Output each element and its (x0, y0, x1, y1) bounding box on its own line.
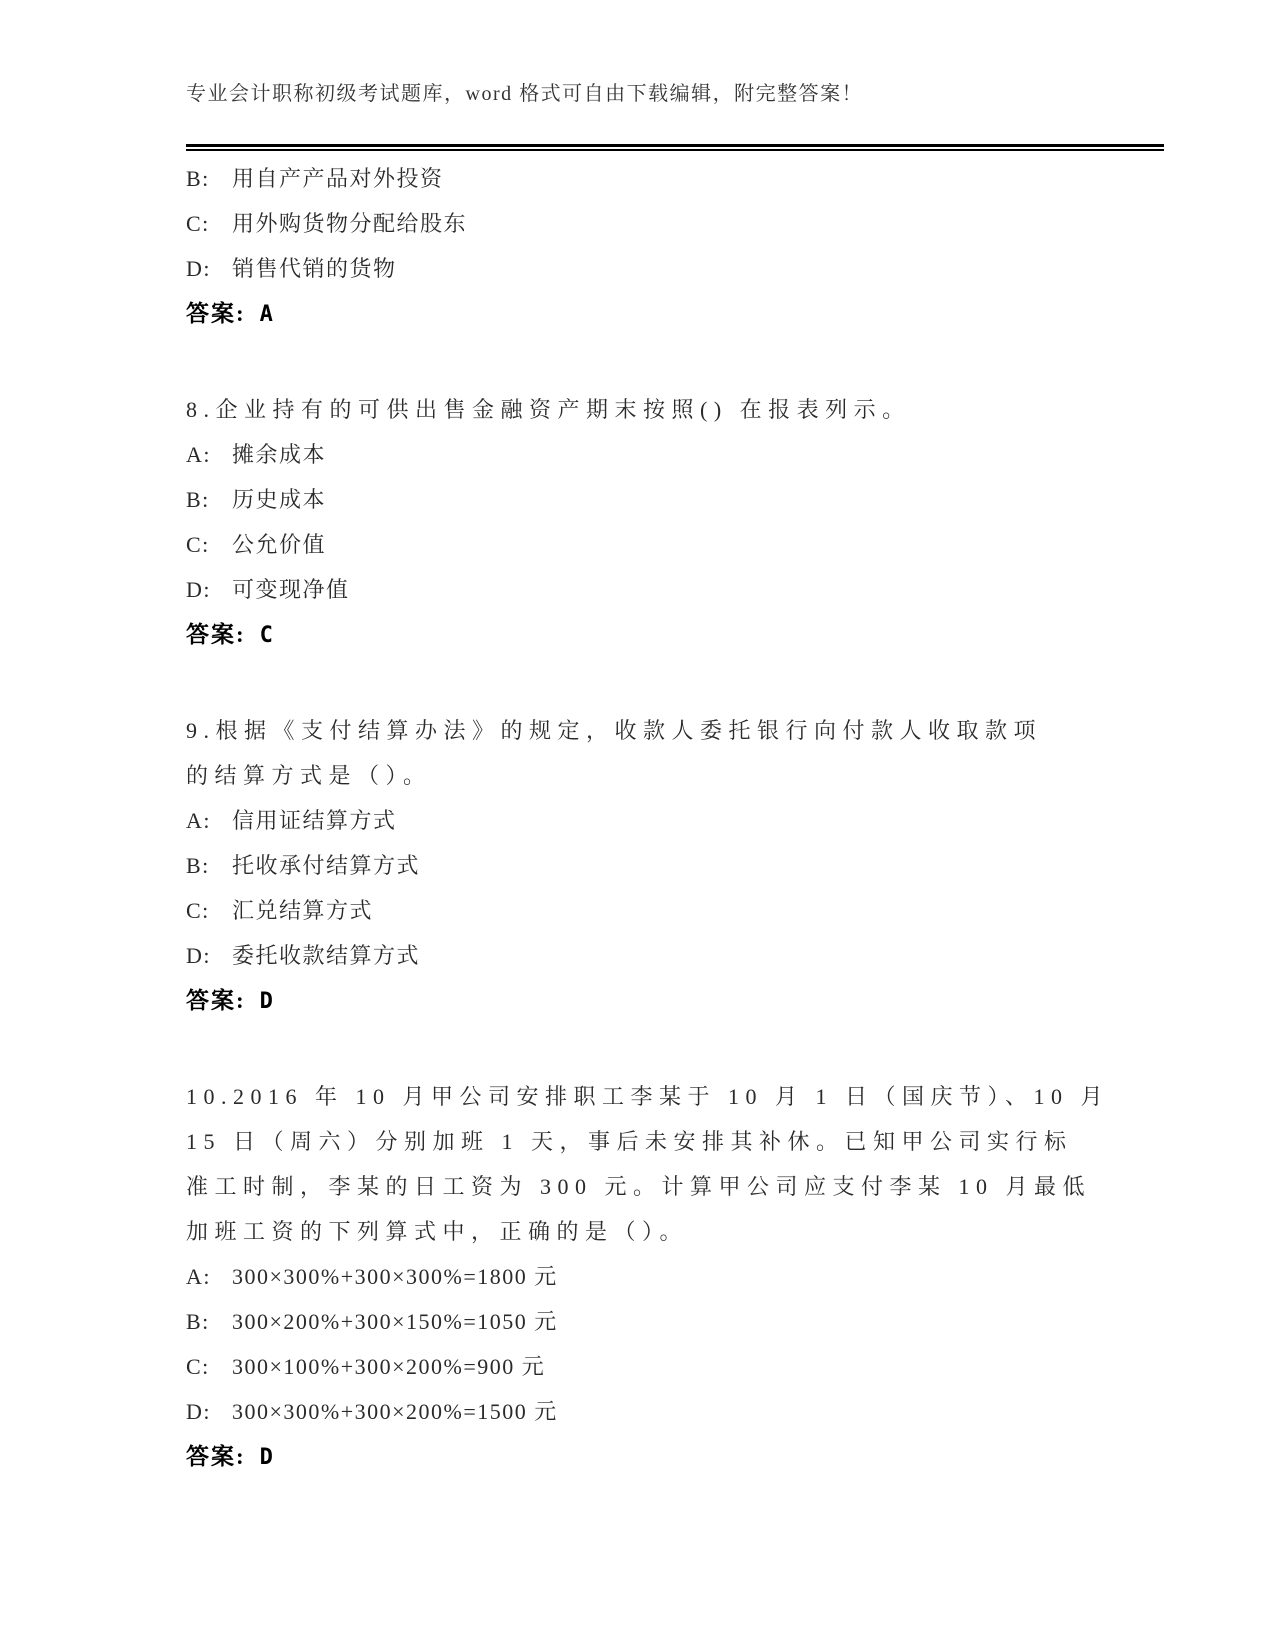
option-text: 信用证结算方式 (232, 808, 397, 833)
option-text: 可变现净值 (232, 577, 350, 602)
page-header-title: 专业会计职称初级考试题库，word 格式可自由下载编辑，附完整答案！ (186, 83, 864, 105)
option-label: B: (186, 487, 210, 512)
option-row (186, 1254, 1164, 1299)
option-row (186, 843, 1164, 888)
question-10 (186, 1074, 1164, 1480)
option-row (186, 246, 1164, 291)
option-label: C: (186, 898, 210, 923)
option-label: A: (186, 1264, 211, 1289)
answer-value: D (259, 989, 275, 1014)
option-label: D: (186, 943, 211, 968)
option-text: 300×300%+300×200%=1500 元 (232, 1399, 558, 1424)
question-list (186, 156, 1164, 1480)
option-row (186, 567, 1164, 612)
answer-label: 答案: (186, 1444, 246, 1469)
answer-line (186, 291, 1164, 337)
option-row (186, 1299, 1164, 1344)
option-text: 委托收款结算方式 (232, 943, 421, 968)
answer-label: 答案: (186, 622, 246, 647)
option-label: B: (186, 1309, 210, 1334)
option-row (186, 933, 1164, 978)
answer-label: 答案: (186, 301, 246, 326)
option-text: 历史成本 (232, 487, 327, 512)
question-text-line: 的结算方式是（）。 (186, 763, 432, 788)
option-row (186, 1389, 1164, 1434)
page-content (186, 0, 1164, 1480)
question-text-line: 10.2016 年 10 月甲公司安排职工李某于 10 月 1 日（国庆节）、10 月 (186, 1084, 1110, 1109)
question-8 (186, 387, 1164, 658)
option-text: 用外购货物分配给股东 (232, 211, 468, 236)
option-row (186, 432, 1164, 477)
question-text-line: 15 日（周六）分别加班 1 天，事后未安排其补休。已知甲公司实行标 (186, 1129, 1073, 1154)
option-label: A: (186, 442, 211, 467)
question-text (186, 708, 1164, 798)
option-label: A: (186, 808, 211, 833)
option-label: C: (186, 532, 210, 557)
answer-value: D (259, 1445, 275, 1470)
option-label: C: (186, 1354, 210, 1379)
option-text: 300×100%+300×200%=900 元 (232, 1354, 546, 1379)
option-row (186, 798, 1164, 843)
option-label: D: (186, 256, 211, 281)
answer-value: C (259, 623, 275, 648)
question-7-options (186, 156, 1164, 337)
question-text (186, 1074, 1164, 1254)
question-text-line: 加班工资的下列算式中，正确的是（）。 (186, 1219, 689, 1244)
option-row (186, 522, 1164, 567)
question-options (186, 798, 1164, 978)
answer-value: A (259, 302, 275, 327)
question-text-line: 8.企业持有的可供出售金融资产期末按照() 在报表列示。 (186, 397, 911, 422)
question-options (186, 156, 1164, 291)
option-label: D: (186, 1399, 211, 1424)
option-row (186, 477, 1164, 522)
question-9 (186, 708, 1164, 1024)
option-row (186, 156, 1164, 201)
option-row (186, 888, 1164, 933)
option-row (186, 201, 1164, 246)
option-row (186, 1344, 1164, 1389)
answer-line (186, 978, 1164, 1024)
answer-line (186, 1434, 1164, 1480)
option-label: B: (186, 166, 210, 191)
option-text: 摊余成本 (232, 442, 327, 467)
option-label: D: (186, 577, 211, 602)
option-text: 汇兑结算方式 (232, 898, 374, 923)
question-options (186, 1254, 1164, 1434)
option-label: C: (186, 211, 210, 236)
question-options (186, 432, 1164, 612)
option-text: 销售代销的货物 (232, 256, 397, 281)
option-text: 托收承付结算方式 (232, 853, 421, 878)
option-label: B: (186, 853, 210, 878)
header-rule (186, 144, 1164, 151)
question-text-line: 9.根据《支付结算办法》的规定，收款人委托银行向付款人收取款项 (186, 718, 1043, 743)
option-text: 公允价值 (232, 532, 327, 557)
answer-label: 答案: (186, 988, 246, 1013)
question-text (186, 387, 1164, 432)
question-text-line: 准工时制，李某的日工资为 300 元。计算甲公司应支付李某 10 月最低 (186, 1174, 1092, 1199)
option-text: 用自产产品对外投资 (232, 166, 444, 191)
answer-line (186, 612, 1164, 658)
option-text: 300×300%+300×300%=1800 元 (232, 1264, 558, 1289)
option-text: 300×200%+300×150%=1050 元 (232, 1309, 558, 1334)
